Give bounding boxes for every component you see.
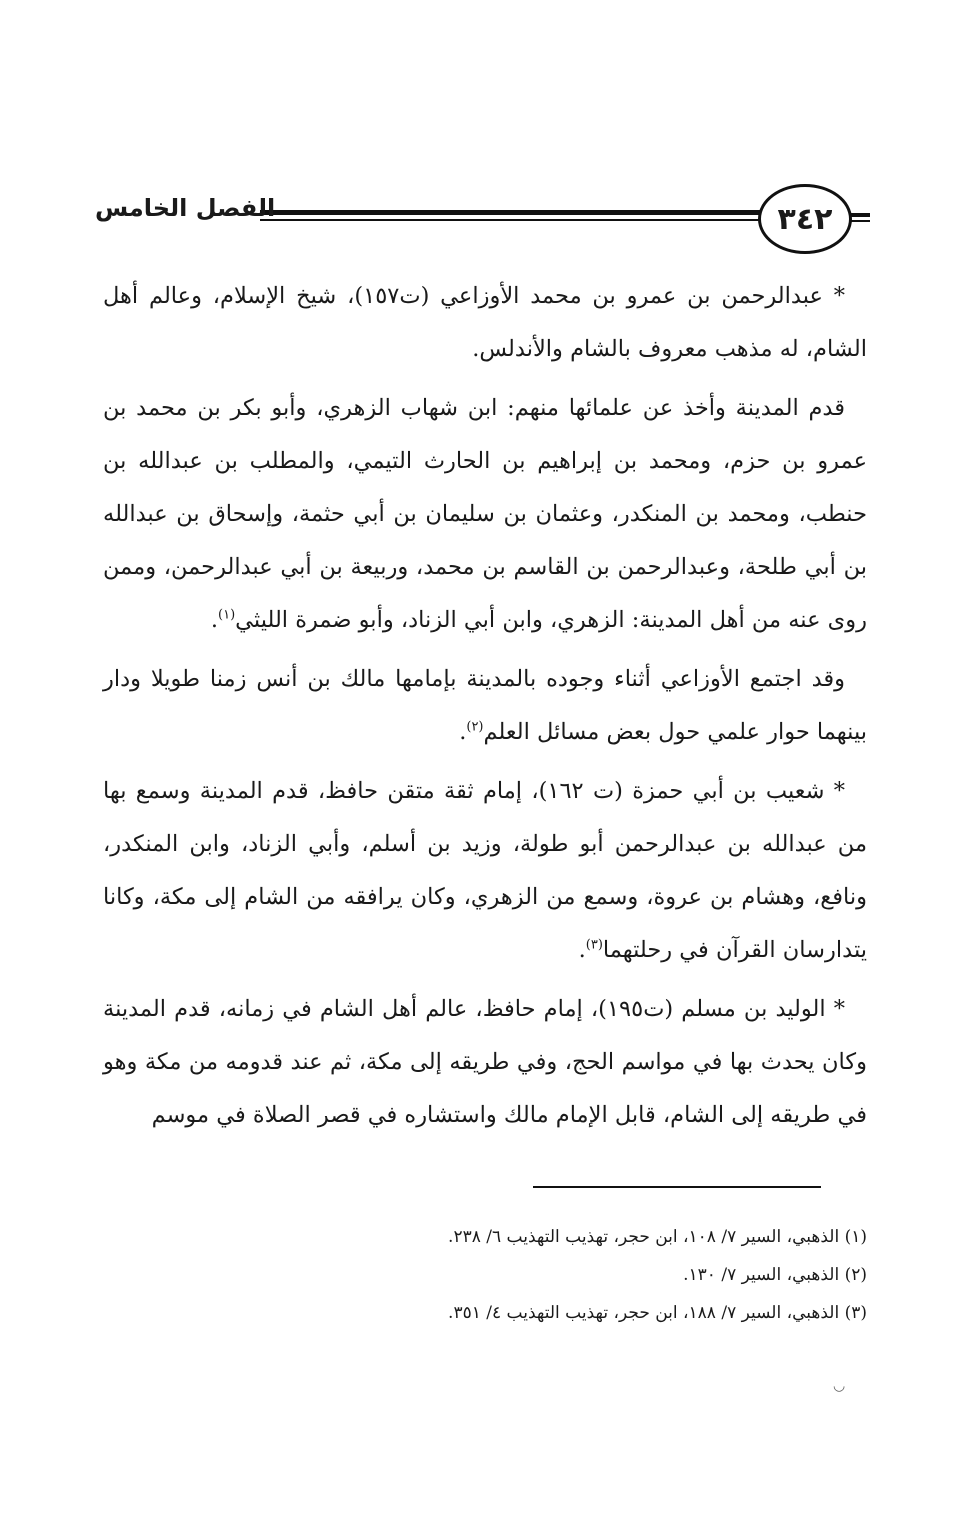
page-header xyxy=(95,182,870,254)
header-rule-thin xyxy=(260,219,762,221)
footnote-ref-3: (٣) xyxy=(585,937,603,953)
scan-mark: ◡ xyxy=(833,1378,846,1394)
footnotes xyxy=(103,1218,867,1332)
footnote-ref-2: (٢) xyxy=(466,719,484,735)
footnote-2: (٢) الذهبي، السير ٧/ ١٣٠. xyxy=(683,1265,867,1285)
footnote-ref-1: (١) xyxy=(218,607,236,623)
paragraph-awzai-intro: * عبدالرحمن بن عمرو بن محمد الأوزاعي (ت١٥٧)، شيخ الإسلام، وعالم أهل الشام، له مذهب معروف بالشام والأندلس. xyxy=(103,283,867,362)
header-rule-end-thin xyxy=(850,220,870,222)
header-rule-thick xyxy=(260,210,762,215)
body-text xyxy=(103,270,867,1148)
paragraph-awzai-teachers: قدم المدينة وأخذ عن علمائها منهم: ابن شهاب الزهري، وأبو بكر بن محمد بن عمرو بن حزم، ومحمد بن إبراهيم بن الحارث التيمي، والمطلب بن عبدالله بن حنطب، ومحمد بن المنكدر، وعثمان بن سليمان بن أبي حثمة، وإسحاق بن عبدالله بن أبي طلحة، وعبدالرحمن بن القاسم بن محمد، وربيعة بن أبي عبدالرحمن، وممن روى عنه من أهل المدينة: الزهري، وابن أبي الزناد، وأبو ضمرة الليثي$^{(١)}$. xyxy=(103,395,867,633)
header-rule-end xyxy=(850,213,870,217)
footnote-separator xyxy=(533,1186,821,1188)
paragraph-shuayb: * شعيب بن أبي حمزة (ت ١٦٢)، إمام ثقة متقن حافظ، قدم المدينة وسمع بها من عبدالله بن عبدالرحمن أبو طولة، وزيد بن أسلم، وأبي الزناد، وابن المنكدر، ونافع، وهشام بن عروة، وسمع من الزهري، وكان يرافقه من الشام إلى مكة، وكانا يتدارسان القرآن في رحلتهما$^{(٣)}$. xyxy=(103,778,867,963)
chapter-title: الفصل الخامس xyxy=(95,194,276,222)
footnote-1: (١) الذهبي، السير ٧/ ١٠٨، ابن حجر، تهذيب التهذيب ٦/ ٢٣٨. xyxy=(448,1227,867,1247)
page-number: ٣٤٢ xyxy=(758,184,852,254)
footnote-3: (٣) الذهبي، السير ٧/ ١٨٨، ابن حجر، تهذيب التهذيب ٤/ ٣٥١. xyxy=(448,1303,867,1323)
paragraph-walid: * الوليد بن مسلم (ت١٩٥)، إمام حافظ، عالم أهل الشام في زمانه، قدم المدينة وكان يحدث بها في مواسم الحج، وفي طريقه إلى مكة، ثم عند قدومه من مكة وهو في طريقه إلى الشام، قابل الإمام مالك واستشاره في قصر الصلاة في موسم xyxy=(103,996,867,1128)
paragraph-awzai-malik: وقد اجتمع الأوزاعي أثناء وجوده بالمدينة بإمامها مالك بن أنس زمنا طويلا ودار بينهما حوار علمي حول بعض مسائل العلم$^{(٢)}$. xyxy=(103,666,867,745)
